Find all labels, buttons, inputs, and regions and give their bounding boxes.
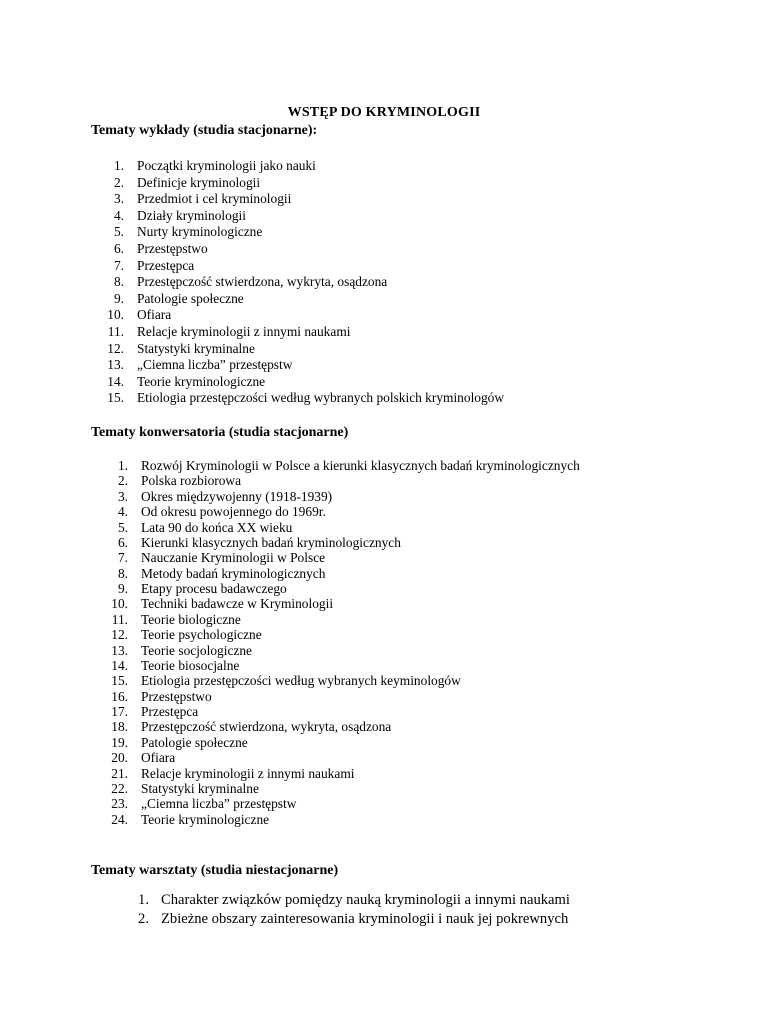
list-item-number: 6. <box>113 240 124 256</box>
list-item-text: „Ciemna liczba” przestępstw <box>141 796 297 812</box>
list-item-text: Przestępca <box>137 257 195 273</box>
list-item-text: Lata 90 do końca XX wieku <box>141 519 293 535</box>
list-item-number: 9. <box>113 290 124 306</box>
list-item-text: Relacje kryminologii z innymi naukami <box>141 765 355 781</box>
list-item-text: Nauczanie Kryminologii w Polsce <box>141 550 326 566</box>
list-item-text: Przestępstwo <box>137 240 208 256</box>
list-item-text: Ofiara <box>137 307 172 323</box>
list-item-text: Przestępstwo <box>141 688 212 704</box>
list-item-text: Od okresu powojennego do 1969r. <box>141 504 326 520</box>
section-heading-conversatory: Tematy konwersatoria (studia stacjonarne) <box>91 425 349 440</box>
list-item-number: 15. <box>111 673 128 689</box>
list-item-text: Przestępczość stwierdzona, wykryta, osądzona <box>141 719 392 735</box>
list-item-number: 7. <box>113 257 124 273</box>
list-item-number: 15. <box>107 390 124 406</box>
list-item-number: 16. <box>111 688 128 704</box>
list-item-number: 3. <box>113 191 124 207</box>
list-item-number: 5. <box>117 519 128 535</box>
list-item-text: Patologie społeczne <box>137 290 244 306</box>
list-item-text: Przestępczość stwierdzona, wykryta, osądzona <box>137 274 388 290</box>
list-item-text: Polska rozbiorowa <box>141 473 242 489</box>
list-item-number: 6. <box>117 534 128 550</box>
list-item-number: 23. <box>111 796 128 812</box>
list-item-text: Etapy procesu badawczego <box>141 581 287 596</box>
list-item-text: Etiologia przestępczości według wybranych keyminologów <box>141 673 461 689</box>
list-item-number: 12. <box>111 627 128 643</box>
list-item-number: 9. <box>117 581 128 596</box>
list-item-text: Techniki badawcze w Kryminologii <box>141 596 334 612</box>
list-item-text: Teorie kryminologiczne <box>137 373 266 389</box>
list-item-number: 1. <box>117 458 128 473</box>
list-item-text: Relacje kryminologii z innymi naukami <box>137 323 351 339</box>
list-item-text: Teorie biosocjalne <box>141 657 240 673</box>
list-item-number: 1. <box>138 892 149 908</box>
list-item-text: Okres międzywojenny (1918-1939) <box>141 488 333 504</box>
list-item-text: Teorie biologiczne <box>141 611 241 627</box>
list-item-number: 4. <box>113 207 124 223</box>
list-item-number: 13. <box>107 357 124 373</box>
list-item-number: 3. <box>117 488 128 504</box>
list-item-number: 18. <box>111 719 128 735</box>
list-item-text: Rozwój Kryminologii w Polsce a kierunki klasycznych badań kryminologicznych <box>141 458 580 473</box>
list-item-text: Przedmiot i cel kryminologii <box>137 191 292 207</box>
list-item-text: Definicje kryminologii <box>137 174 261 190</box>
list-item-number: 17. <box>111 704 128 719</box>
list-item-text: Ofiara <box>141 750 176 766</box>
list-item-text: Początki kryminologii jako nauki <box>137 158 316 173</box>
list-item-number: 8. <box>117 565 128 581</box>
list-item-number: 2. <box>113 174 124 190</box>
list-item-number: 14. <box>107 373 124 389</box>
list-item-text: Statystyki kryminalne <box>137 340 255 356</box>
list-item-text: Metody badań kryminologicznych <box>141 565 326 581</box>
list-item-number: 2. <box>138 911 149 927</box>
section-heading-lectures: Tematy wykłady (studia stacjonarne): <box>91 123 318 138</box>
list-item-number: 10. <box>111 596 128 612</box>
list-item-number: 22. <box>111 780 128 796</box>
list-item-number: 5. <box>113 224 124 240</box>
list-item-number: 19. <box>111 734 128 750</box>
list-item-number: 8. <box>113 274 124 290</box>
list-item-text: Statystyki kryminalne <box>141 780 259 796</box>
list-item-number: 12. <box>107 340 124 356</box>
list-item-text: Działy kryminologii <box>137 207 246 223</box>
list-item-number: 4. <box>117 504 128 520</box>
list-item-text: Zbieżne obszary zainteresowania kryminologii i nauk jej pokrewnych <box>161 911 569 927</box>
list-item-text: Nurty kryminologiczne <box>137 224 263 240</box>
list-item-number: 21. <box>111 765 128 781</box>
list-item-number: 20. <box>111 750 128 766</box>
list-item-text: Teorie kryminologiczne <box>141 811 270 827</box>
section-heading-workshops: Tematy warsztaty (studia niestacjonarne) <box>91 863 339 878</box>
list-item-number: 11. <box>111 611 128 627</box>
list-item-number: 7. <box>117 550 128 566</box>
list-item-text: „Ciemna liczba” przestępstw <box>137 357 293 373</box>
document-title: WSTĘP DO KRYMINOLOGII <box>287 105 481 120</box>
list-item-text: Etiologia przestępczości według wybranych polskich kryminologów <box>137 390 505 406</box>
list-item-text: Teorie psychologiczne <box>141 627 262 643</box>
list-item-number: 13. <box>111 642 128 658</box>
list-item-number: 2. <box>117 473 128 489</box>
list-item-number: 24. <box>111 811 128 827</box>
list-item-text: Patologie społeczne <box>141 734 248 750</box>
list-item-text: Kierunki klasycznych badań kryminologicznych <box>141 534 401 550</box>
list-item-text: Charakter związków pomiędzy nauką kryminologii a innymi naukami <box>161 892 570 908</box>
list-item-number: 10. <box>107 307 124 323</box>
list-item-number: 1. <box>113 158 124 173</box>
list-item-text: Przestępca <box>141 704 199 719</box>
list-item-number: 14. <box>111 657 128 673</box>
list-item-text: Teorie socjologiczne <box>141 642 252 658</box>
list-item-number: 11. <box>107 323 124 339</box>
